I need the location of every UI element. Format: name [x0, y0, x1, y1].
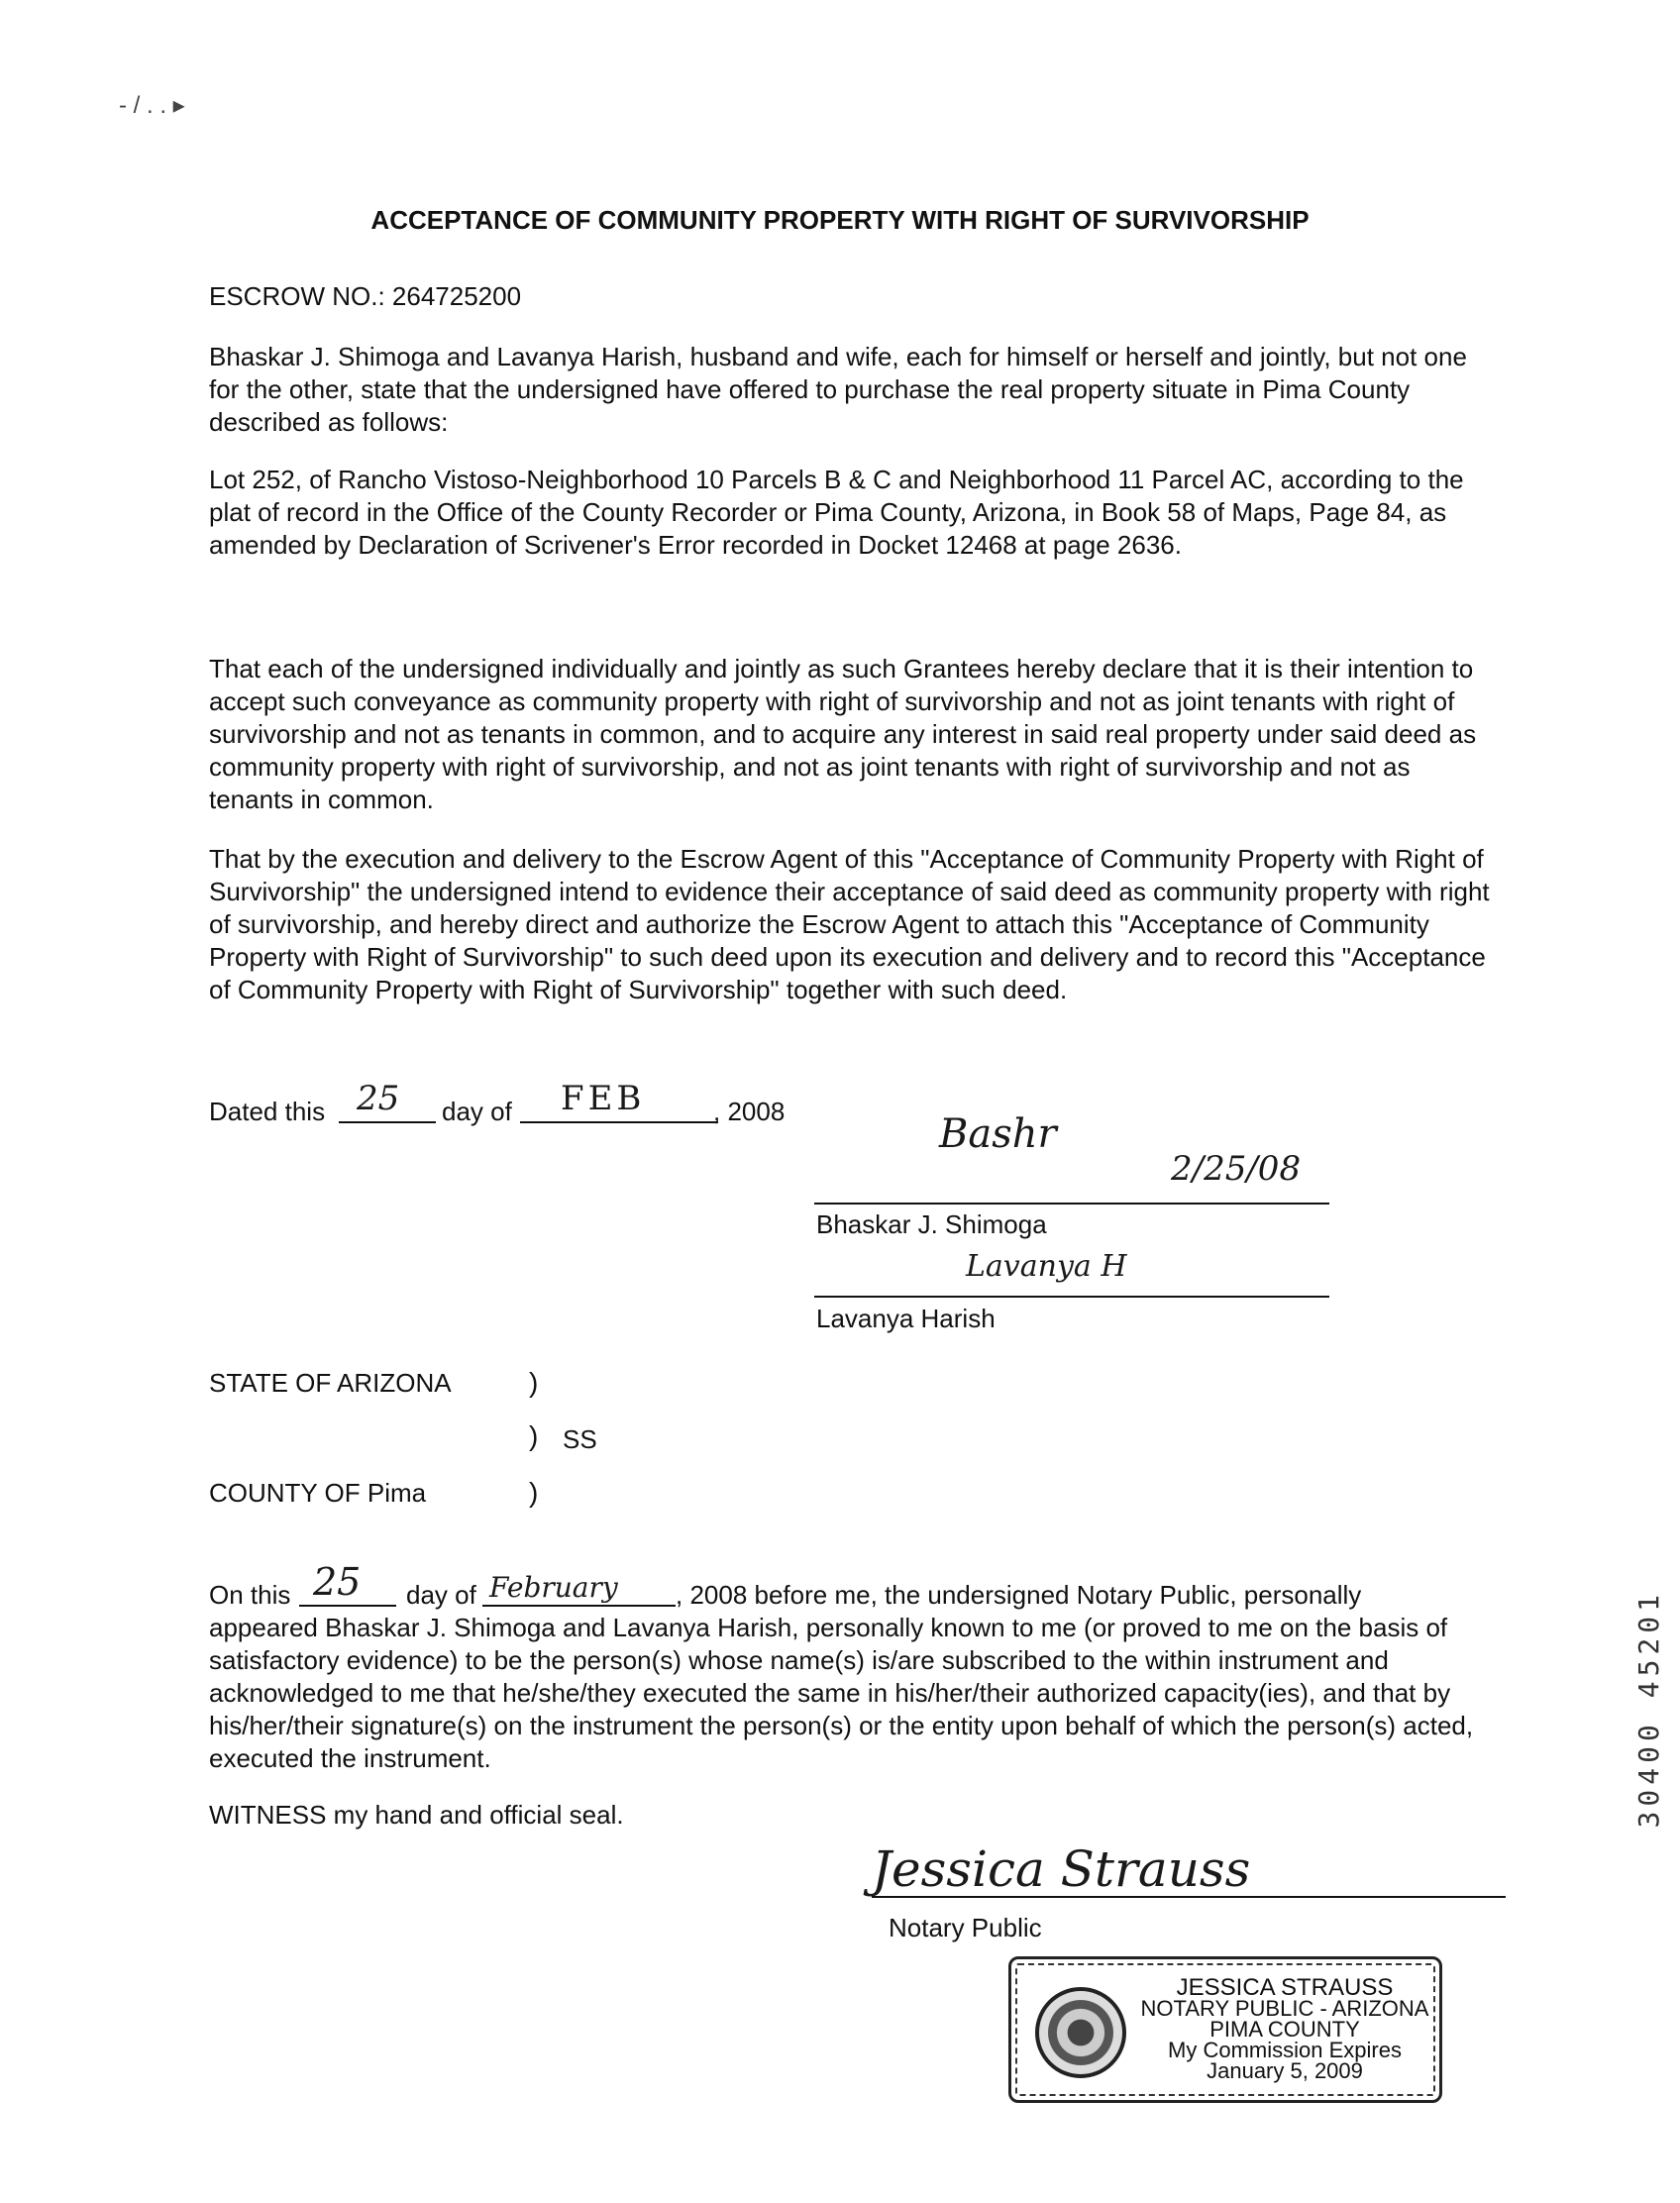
ack-day-handwritten: 25 [313, 1560, 362, 1604]
stamp-title: NOTARY PUBLIC - ARIZONA [1140, 1996, 1429, 2021]
notary-stamp [1008, 1956, 1442, 2103]
ack-month-line [482, 1605, 676, 1607]
legal-description-paragraph: Lot 252, of Rancho Vistoso-Neighborhood 10 Parcels B & C and Neighborhood 11 Parcel AC, according to the plat of record in the Office of the County Recorder or Pima County, Arizona, in Book 58 of Maps, Page 84, as amended by Declaration of Scrivener's Error recorded in Docket 12468 at page 2636. [209, 465, 1464, 560]
venue-paren-2: ) [529, 1420, 539, 1451]
ack-day-line [299, 1605, 396, 1607]
intro-paragraph: Bhaskar J. Shimoga and Lavanya Harish, husband and wife, each for himself or herself and jointly, but not one for the other, state that the undersigned have offered to purchase the real property situate in Pima County described as follows: [209, 342, 1467, 437]
dated-year: , 2008 [713, 1097, 786, 1126]
header-mark: - / . . ▸ [119, 92, 185, 119]
declaration-paragraph: That each of the undersigned individually and jointly as such Grantees hereby declare that it is their intention to accept such conveyance as community property with right of survivorship and not as joint tenants with right of survivorship and not as tenants in common, and to acquire any interest in said real property under said deed as community property with right of survivorship, and not as joint tenants with right of survivorship and not as tenants in common. [209, 654, 1477, 814]
state-seal-icon [1035, 1987, 1126, 2078]
ack-prefix: On this [209, 1580, 291, 1610]
ack-month-handwritten: February [489, 1571, 618, 1604]
stamp-commission: My Commission Expires [1168, 2038, 1402, 2062]
venue-state: STATE OF ARIZONA [209, 1368, 452, 1398]
ack-day-of: day of [406, 1580, 476, 1610]
dated-prefix: Dated this [209, 1097, 326, 1126]
stamp-expires: January 5, 2009 [1207, 2058, 1363, 2083]
signer-1-name: Bhaskar J. Shimoga [816, 1209, 1047, 1239]
notary-signature: Jessica Strauss [872, 1840, 1251, 1898]
document-number: 30400 45201 [1632, 1590, 1665, 1829]
dated-day-handwritten: 25 [357, 1079, 400, 1118]
signer-2-signature: Lavanya H [966, 1249, 1127, 1284]
escrow-line [209, 280, 521, 313]
document-title: ACCEPTANCE OF COMMUNITY PROPERTY WITH RIGHT OF SURVIVORSHIP [370, 205, 1310, 235]
notary-signature-line [872, 1896, 1506, 1898]
stamp-name: JESSICA STRAUSS [1176, 1974, 1394, 2001]
escrow-number: 264725200 [391, 281, 522, 311]
dated-day-line [339, 1121, 436, 1123]
stamp-county: PIMA COUNTY [1209, 2017, 1360, 2042]
signer-1-signature-line [814, 1203, 1329, 1205]
signer-2-name: Lavanya Harish [816, 1304, 996, 1333]
escrow-label: ESCROW NO.: [209, 281, 385, 311]
venue-ss: SS [563, 1424, 597, 1454]
signer-1-date-handwritten: 2/25/08 [1171, 1149, 1302, 1189]
stamp-text [1136, 1974, 1433, 2083]
authorization-paragraph: That by the execution and delivery to the Escrow Agent of this "Acceptance of Community Property with Right of Survivorship" the undersigned intend to evidence their acceptance of said deed as community property with right of survivorship, and hereby direct and authorize the Escrow Agent to attach this "Acceptance of Community Property with Right of Survivorship" to such deed upon its execution and delivery and to record this "Acceptance of Community Property with Right of Survivorship" together with such deed. [209, 844, 1490, 1004]
notary-label: Notary Public [889, 1913, 1042, 1942]
dated-month-line [520, 1121, 718, 1123]
dated-day-of: day of [442, 1097, 512, 1126]
ack-line1-rest: , 2008 before me, the undersigned Notary Public, personally [676, 1580, 1362, 1610]
dated-month-handwritten: FEB [561, 1079, 646, 1118]
signer-2-signature-line [814, 1296, 1329, 1298]
venue-paren-1: ) [529, 1367, 539, 1398]
venue-paren-3: ) [529, 1477, 539, 1508]
ack-paragraph: appeared Bhaskar J. Shimoga and Lavanya Harish, personally known to me (or proved to me on the basis of satisfactory evidence) to be the person(s) whose name(s) is/are subscribed to the within instrument and acknowledged to me that he/she/they executed the same in his/her/their authorized capacity(ies), and that by his/her/their signature(s) on the instrument the person(s) or the entity upon behalf of which the person(s) acted, executed the instrument. [209, 1613, 1474, 1773]
witness-line: WITNESS my hand and official seal. [209, 1800, 624, 1830]
signer-1-signature: Bashr [939, 1111, 1057, 1157]
venue-county: COUNTY OF Pima [209, 1478, 427, 1508]
